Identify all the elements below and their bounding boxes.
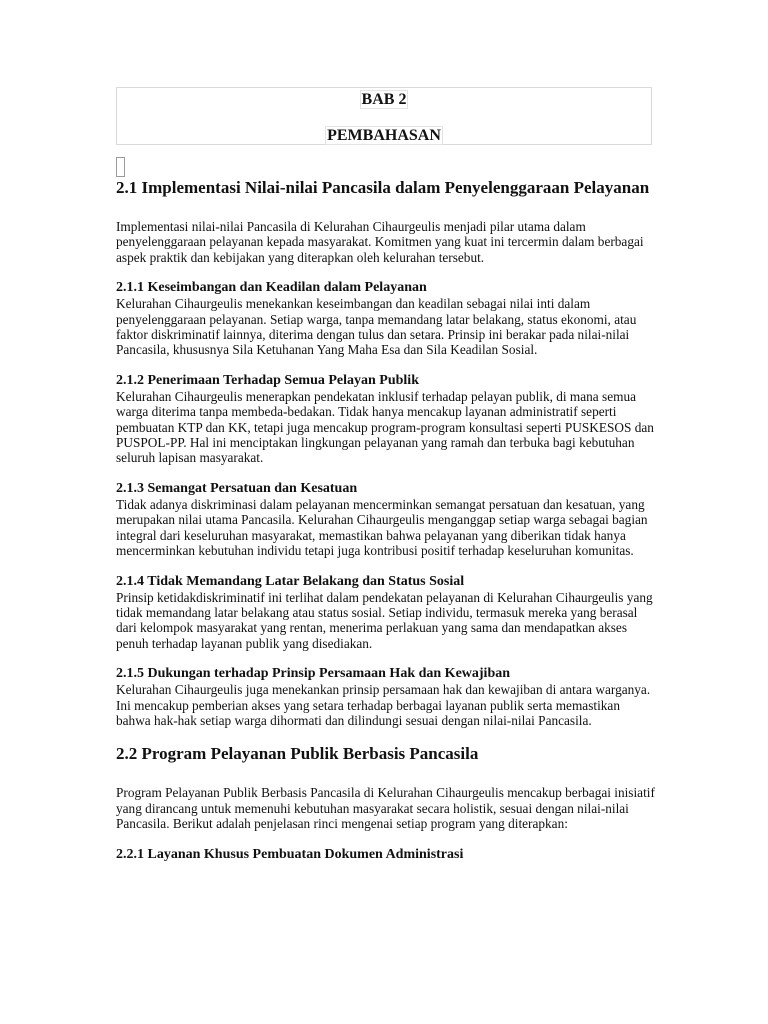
chapter-title-box [116, 87, 652, 145]
chapter-title: PEMBAHASAN [327, 127, 441, 144]
subsection-heading-2-1-5: 2.1.5 Dukungan terhadap Prinsip Persamaan Hak dan Kewajiban [116, 666, 511, 682]
subsection-body-2-1-5: Kelurahan Cihaurgeulis juga menekankan prinsip persamaan hak dan kewajiban di antara warganya. Ini mencakup pemberian akses yang setara terhadap berbagai layanan publik serta memastikan bahwa hak-hak setiap warga dihormati dan dilindungi sesuai dengan nilai-nilai Pancasila. [116, 682, 651, 728]
section-intro-2-2: Program Pelayanan Publik Berbasis Pancasila di Kelurahan Cihaurgeulis mencakup berbagai inisiatif yang dirancang untuk memenuhi kebutuhan masyarakat secara holistik, sesuai dengan nilai-nilai Pancasila. Berikut adalah penjelasan rinci mengenai setiap program yang diterapkan: [116, 785, 655, 832]
section-heading-2-1: 2.1 Implementasi Nilai-nilai Pancasila dalam Penyelenggaraan Pelayanan [116, 178, 650, 197]
subsection-heading-2-1-2: 2.1.2 Penerimaan Terhadap Semua Pelayan Publik [116, 372, 419, 388]
empty-placeholder-box [116, 157, 125, 177]
document-body [116, 178, 656, 863]
subsection-heading-2-1-3: 2.1.3 Semangat Persatuan dan Kesatuan [116, 480, 358, 496]
subsection-body-2-1-2: Kelurahan Cihaurgeulis menerapkan pendekatan inklusif terhadap pelayan publik, di mana semua warga diterima tanpa membeda-bedakan. Tidak hanya mencakup layanan administratif seperti pembuatan KTP dan KK, tetapi juga mencakup program-program konsultasi seperti PUSKESOS dan PUSPOL-PP. Hal ini menciptakan lingkungan pelayanan yang ramah dan terbuka bagi kebutuhan seluruh lapisan masyarakat. [116, 388, 654, 466]
subsection-heading-2-1-1: 2.1.1 Keseimbangan dan Keadilan dalam Pelayanan [116, 280, 427, 296]
subsection-body-2-1-4: Prinsip ketidakdiskriminatif ini terlihat dalam pendekatan pelayanan di Kelurahan Cihaurgeulis yang tidak memandang latar belakang atau status sosial. Setiap individu, termasuk mereka yang berasal dari kelompok masyarakat yang rentan, menerima perlakuan yang sama dan mendapatkan akses penuh terhadap layanan publik yang disediakan. [116, 589, 653, 651]
subsection-heading-2-1-4: 2.1.4 Tidak Memandang Latar Belakang dan Status Sosial [116, 573, 465, 589]
section-intro-2-1: Implementasi nilai-nilai Pancasila di Kelurahan Cihaurgeulis menjadi pilar utama dalam penyelenggaraan pelayanan kepada masyarakat. Komitmen yang kuat ini tercermin dalam berbagai aspek praktik dan kebijakan yang diterapkan oleh kelurahan tersebut. [116, 219, 644, 265]
chapter-number: BAB 2 [361, 91, 407, 108]
section-heading-2-2: 2.2 Program Pelayanan Publik Berbasis Pancasila [116, 744, 479, 764]
subsection-heading-2-2-1: 2.2.1 Layanan Khusus Pembuatan Dokumen Administrasi [116, 846, 464, 862]
subsection-body-2-1-3: Tidak adanya diskriminasi dalam pelayanan mencerminkan semangat persatuan dan kesatuan, yang merupakan nilai utama Pancasila. Kelurahan Cihaurgeulis menganggap setiap warga sebagai bagian integral dari keseluruhan masyarakat, memastikan bahwa pelayanan yang diberikan tidak hanya mencerminkan kebutuhan individu tetapi juga kontribusi positif terhadap keseluruhan komunitas. [116, 496, 648, 559]
subsection-body-2-1-1: Kelurahan Cihaurgeulis menekankan keseimbangan dan keadilan sebagai nilai inti dalam penyelenggaraan pelayanan. Setiap warga, tanpa memandang latar belakang, status ekonomi, atau faktor diskriminatif lainnya, diterima dengan tulus dan setara. Prinsip ini berakar pada nilai-nilai Pancasila, khususnya Sila Ketuhanan Yang Maha Esa dan Sila Keadilan Sosial. [116, 296, 637, 358]
